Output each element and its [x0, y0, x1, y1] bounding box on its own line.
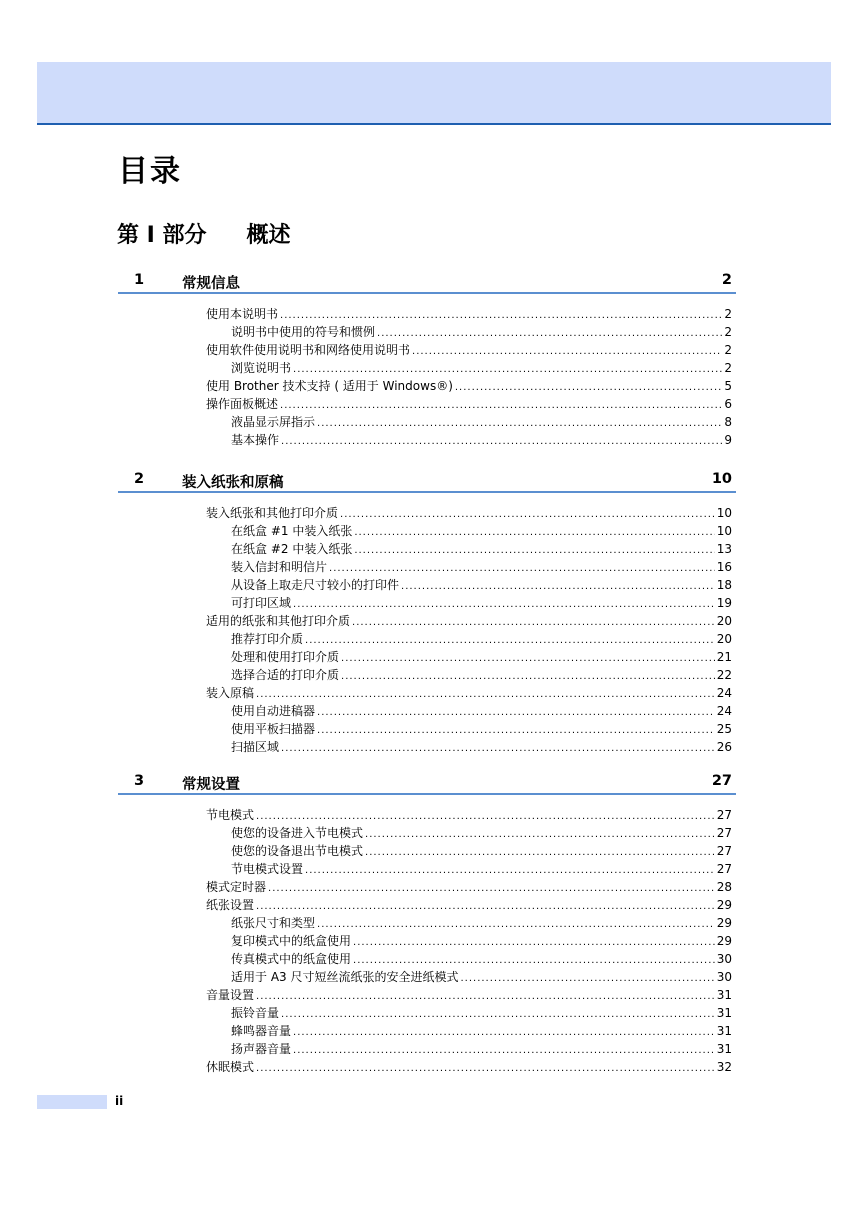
entry-page: 2	[724, 325, 732, 339]
chapter-number: 1	[134, 272, 145, 288]
chapter-number: 3	[134, 773, 145, 789]
entry-text: 装入纸张和其他打印介质	[206, 506, 339, 520]
entry-page: 2	[724, 361, 732, 375]
toc-entry[interactable]	[118, 540, 732, 558]
toc-entry[interactable]	[118, 558, 732, 576]
entry-list	[118, 305, 736, 449]
dot-leader	[354, 542, 714, 560]
toc-entry[interactable]	[118, 413, 732, 431]
entry-page: 28	[716, 880, 732, 894]
part-label: 第 I 部分	[117, 223, 207, 248]
entry-text: 音量设置	[206, 988, 255, 1002]
entry-page: 30	[716, 970, 732, 984]
chapter-page: 27	[711, 773, 732, 789]
chapter-heading[interactable]	[118, 471, 736, 493]
toc-entry[interactable]	[118, 431, 732, 449]
entry-text: 适用于 A3 尺寸短丝流纸张的安全进纸模式	[231, 970, 459, 984]
toc-entry[interactable]	[118, 824, 732, 842]
entry-text: 使用 Brother 技术支持 ( 适用于 Windows®)	[206, 379, 453, 393]
entry-text: 使用自动进稿器	[231, 704, 316, 718]
header-band	[37, 62, 831, 123]
toc-entry[interactable]	[118, 648, 732, 666]
entry-text: 适用的纸张和其他打印介质	[206, 614, 351, 628]
entry-page: 2	[724, 307, 732, 321]
toc-entry[interactable]	[118, 305, 732, 323]
entry-page: 27	[716, 844, 732, 858]
entry-page: 21	[716, 650, 732, 664]
dot-leader	[340, 506, 715, 524]
entry-text: 在纸盒 #2 中装入纸张	[231, 542, 353, 556]
toc-entry[interactable]	[118, 395, 732, 413]
entry-list	[118, 504, 736, 756]
toc-entry[interactable]	[118, 594, 732, 612]
dot-leader	[460, 970, 714, 988]
entry-text: 使用本说明书	[206, 307, 279, 321]
entry-page: 31	[716, 988, 732, 1002]
dot-leader	[341, 650, 715, 668]
entry-text: 模式定时器	[206, 880, 267, 894]
entry-text: 浏览说明书	[231, 361, 292, 375]
entry-text: 在纸盒 #1 中装入纸张	[231, 524, 353, 538]
chapter-page: 10	[711, 471, 732, 487]
dot-leader	[317, 722, 715, 740]
chapter-number: 2	[134, 471, 145, 487]
entry-page: 30	[716, 952, 732, 966]
entry-page: 2	[724, 343, 732, 357]
toc-entry[interactable]	[118, 504, 732, 522]
dot-leader	[293, 1042, 715, 1060]
entry-page: 31	[716, 1042, 732, 1056]
entry-text: 推荐打印介质	[231, 632, 304, 646]
entry-text: 从设备上取走尺寸较小的打印件	[231, 578, 400, 592]
entry-page: 16	[716, 560, 732, 574]
entry-page: 8	[724, 415, 732, 429]
toc-entry[interactable]	[118, 630, 732, 648]
entry-page: 27	[716, 808, 732, 822]
toc-entry[interactable]	[118, 878, 732, 896]
toc-entry[interactable]	[118, 684, 732, 702]
entry-text: 基本操作	[231, 433, 280, 447]
toc-entry[interactable]	[118, 1058, 732, 1076]
entry-page: 24	[716, 704, 732, 718]
entry-list	[118, 806, 736, 1076]
dot-leader	[365, 826, 715, 844]
toc-entry[interactable]	[118, 341, 732, 359]
toc-entry[interactable]	[118, 914, 732, 932]
toc-entry[interactable]	[118, 576, 732, 594]
entry-page: 24	[716, 686, 732, 700]
entry-text: 纸张设置	[206, 898, 255, 912]
header-rule	[37, 123, 831, 125]
dot-leader	[412, 343, 722, 361]
dot-leader	[317, 415, 722, 433]
toc-entry[interactable]	[118, 1004, 732, 1022]
entry-text: 使用平板扫描器	[231, 722, 316, 736]
dot-leader	[256, 1060, 715, 1078]
entry-page: 29	[716, 934, 732, 948]
toc-entry[interactable]	[118, 842, 732, 860]
toc-entry[interactable]	[118, 932, 732, 950]
toc-entry[interactable]	[118, 860, 732, 878]
dot-leader	[377, 325, 722, 343]
entry-page: 25	[716, 722, 732, 736]
footer-page-number: ii	[115, 1094, 124, 1108]
dot-leader	[341, 668, 715, 686]
entry-text: 处理和使用打印介质	[231, 650, 340, 664]
entry-text: 操作面板概述	[206, 397, 279, 411]
toc-entry[interactable]	[118, 806, 732, 824]
entry-text: 复印模式中的纸盒使用	[231, 934, 352, 948]
toc-entry[interactable]	[118, 323, 732, 341]
chapter-section	[118, 773, 736, 1076]
entry-text: 使用软件使用说明书和网络使用说明书	[206, 343, 411, 357]
entry-page: 26	[716, 740, 732, 754]
toc-entry[interactable]	[118, 1040, 732, 1058]
entry-page: 29	[716, 916, 732, 930]
dot-leader	[293, 596, 715, 614]
entry-text: 装入信封和明信片	[231, 560, 328, 574]
entry-text: 蜂鸣器音量	[231, 1024, 292, 1038]
chapter-title: 装入纸张和原稿	[182, 475, 284, 491]
entry-text: 传真模式中的纸盒使用	[231, 952, 352, 966]
page-title: 目录	[118, 154, 182, 189]
toc-entry[interactable]	[118, 968, 732, 986]
dot-leader	[268, 880, 715, 898]
part-name: 概述	[246, 223, 291, 248]
entry-text: 节电模式	[206, 808, 255, 822]
entry-page: 5	[724, 379, 732, 393]
dot-leader	[352, 614, 715, 632]
entry-text: 使您的设备进入节电模式	[231, 826, 364, 840]
dot-leader	[353, 934, 715, 952]
entry-page: 32	[716, 1060, 732, 1074]
entry-text: 节电模式设置	[231, 862, 304, 876]
dot-leader	[365, 844, 715, 862]
dot-leader	[280, 397, 722, 415]
dot-leader	[317, 704, 715, 722]
entry-page: 27	[716, 862, 732, 876]
entry-page: 20	[716, 632, 732, 646]
toc-entry[interactable]	[118, 986, 732, 1004]
part-title	[117, 218, 291, 249]
entry-page: 31	[716, 1006, 732, 1020]
toc-entry[interactable]	[118, 666, 732, 684]
entry-text: 扫描区域	[231, 740, 280, 754]
toc-entry[interactable]	[118, 702, 732, 720]
entry-page: 31	[716, 1024, 732, 1038]
entry-text: 液晶显示屏指示	[231, 415, 316, 429]
entry-page: 13	[716, 542, 732, 556]
toc-entry[interactable]	[118, 950, 732, 968]
toc-entry[interactable]	[118, 896, 732, 914]
entry-text: 说明书中使用的符号和惯例	[231, 325, 376, 339]
entry-text: 振铃音量	[231, 1006, 280, 1020]
entry-page: 10	[716, 524, 732, 538]
dot-leader	[256, 898, 715, 916]
entry-text: 装入原稿	[206, 686, 255, 700]
dot-leader	[305, 862, 715, 880]
toc-entry[interactable]	[118, 1022, 732, 1040]
chapter-section	[118, 471, 736, 756]
footer-bar	[37, 1095, 107, 1109]
chapter-title: 常规设置	[182, 777, 240, 793]
dot-leader	[317, 916, 715, 934]
chapter-title: 常规信息	[182, 276, 240, 292]
dot-leader	[281, 1006, 715, 1024]
entry-text: 纸张尺寸和类型	[231, 916, 316, 930]
dot-leader	[354, 524, 714, 542]
dot-leader	[455, 379, 722, 397]
entry-page: 9	[724, 433, 732, 447]
entry-page: 20	[716, 614, 732, 628]
entry-page: 10	[716, 506, 732, 520]
entry-page: 22	[716, 668, 732, 682]
dot-leader	[256, 686, 715, 704]
entry-page: 6	[724, 397, 732, 411]
toc-entry[interactable]	[118, 359, 732, 377]
entry-page: 27	[716, 826, 732, 840]
chapter-heading[interactable]	[118, 773, 736, 795]
dot-leader	[281, 740, 715, 758]
toc-entry[interactable]	[118, 720, 732, 738]
dot-leader	[256, 988, 715, 1006]
entry-page: 19	[716, 596, 732, 610]
toc-entry[interactable]	[118, 377, 732, 395]
entry-text: 休眠模式	[206, 1060, 255, 1074]
toc-entry[interactable]	[118, 522, 732, 540]
entry-page: 29	[716, 898, 732, 912]
entry-text: 使您的设备退出节电模式	[231, 844, 364, 858]
entry-text: 可打印区域	[231, 596, 292, 610]
entry-page: 18	[716, 578, 732, 592]
chapter-heading[interactable]	[118, 272, 736, 294]
chapter-section	[118, 272, 736, 449]
chapter-page: 2	[721, 272, 732, 288]
dot-leader	[401, 578, 715, 596]
dot-leader	[293, 1024, 715, 1042]
entry-text: 选择合适的打印介质	[231, 668, 340, 682]
toc-entry[interactable]	[118, 612, 732, 630]
dot-leader	[281, 433, 722, 451]
dot-leader	[305, 632, 715, 650]
toc-entry[interactable]	[118, 738, 732, 756]
entry-text: 扬声器音量	[231, 1042, 292, 1056]
